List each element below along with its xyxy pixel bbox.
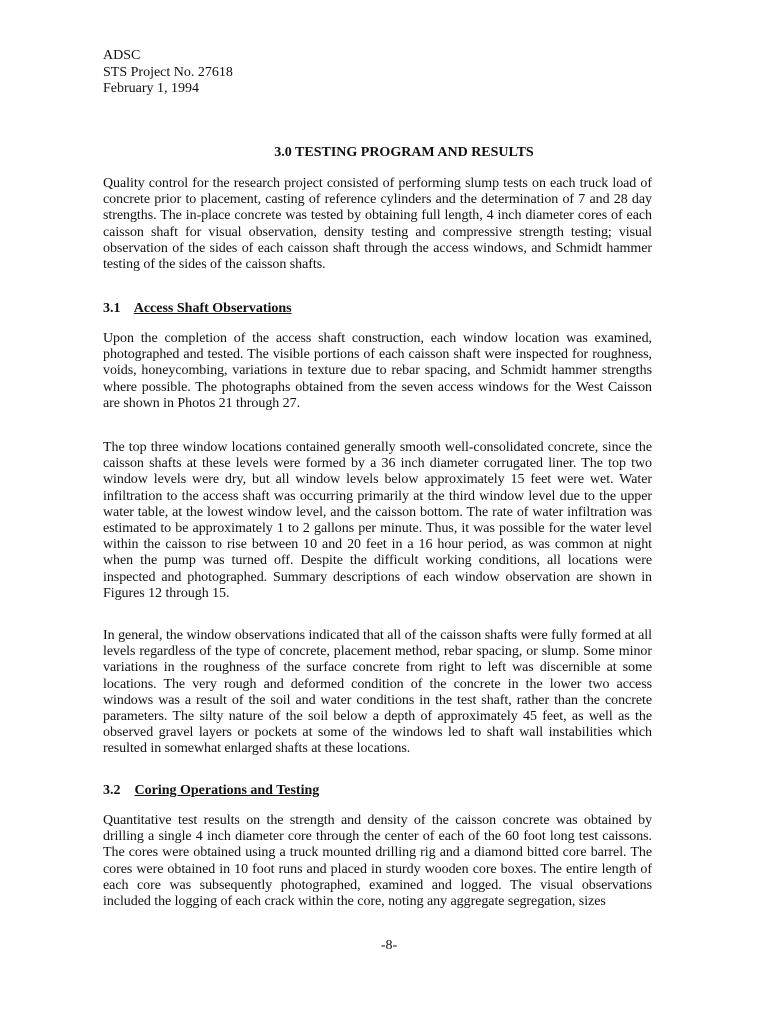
subsection-number: 3.2 bbox=[103, 783, 121, 798]
header-project: STS Project No. 27618 bbox=[103, 64, 233, 80]
subsection-number: 3.1 bbox=[103, 301, 121, 316]
paragraph-coring-1: Quantitative test results on the strength and density of the caisson concrete was obtained by drilling a single 4 inch diameter core through the center of each of the 60 foot long test caissons. The cores were obtained using a truck mounted drilling rig and a diamond bitted core barrel. The cores were obtained in 10 foot runs and placed in sturdy wooden core boxes. The entire length of each core was subsequently photographed, examined and logged. The visual observations included the logging of each crack within the core, noting any aggregate segregation, sizes bbox=[103, 813, 652, 910]
subsection-heading-3-2 bbox=[103, 782, 319, 799]
header-date: February 1, 1994 bbox=[103, 81, 200, 96]
section-title: 3.0 TESTING PROGRAM AND RESULTS bbox=[274, 145, 534, 160]
paragraph-access-shaft-3: In general, the window observations indicated that all of the caisson shafts were fully formed at all levels regardless of the type of concrete, placement method, rebar spacing, or slump. Some minor variations in the roughness of the surface concrete from right to left was discernible at some locations. The very rough and deformed condition of the concrete in the lower two access windows was a result of the soil and water conditions in the test shaft, rather than the concrete parameters. The silty nature of the soil below a depth of approximately 45 feet, as well as the observed gravel layers or pockets at some of the windows led to shaft wall instabilities which resulted in somewhat enlarged shafts at these locations. bbox=[103, 628, 652, 757]
paragraph-access-shaft-1: Upon the completion of the access shaft construction, each window location was examined, photographed and tested. The visible portions of each caisson shaft were inspected for roughness, voids, honeycombing, variations in texture due to rebar spacing, and Schmidt hammer strengths where possible. The photographs obtained from the seven access windows for the West Caisson are shown in Photos 21 through 27. bbox=[103, 331, 652, 411]
intro-paragraph: Quality control for the research project consisted of performing slump tests on each truck load of concrete prior to placement, casting of reference cylinders and the determination of 7 and 28 day strengths. The in-place concrete was tested by obtaining full length, 4 inch diameter cores of each caisson shaft for visual observation, density testing and compressive strength testing; visual observation of the sides of each caisson shaft through the access windows, and Schmidt hammer testing of the sides of the caisson shafts. bbox=[103, 176, 652, 273]
page-number: -8- bbox=[380, 938, 398, 953]
subsection-title: Coring Operations and Testing bbox=[134, 783, 320, 798]
document-header bbox=[103, 48, 233, 98]
paragraph-access-shaft-2: The top three window locations contained generally smooth well-consolidated concrete, since the caisson shafts at these levels were formed by a 36 inch diameter corrugated liner. The top two window levels were dry, but all window levels below approximately 15 feet were wet. Water infiltration to the access shaft was occurring primarily at the third window level due to the upper water table, at the lowest window level, and the caisson bottom. The rate of water infiltration was estimated to be approximately 1 to 2 gallons per minute. Thus, it was possible for the water level within the caisson to rise between 10 and 20 feet in a 16 hour period, as was common at night when the pump was turned off. Despite the difficult working conditions, all locations were inspected and photographed. Summary descriptions of each window observation are shown in Figures 12 through 15. bbox=[103, 440, 652, 601]
subsection-heading-3-1 bbox=[103, 300, 292, 317]
header-org: ADSC bbox=[103, 48, 141, 63]
subsection-title: Access Shaft Observations bbox=[133, 301, 292, 316]
